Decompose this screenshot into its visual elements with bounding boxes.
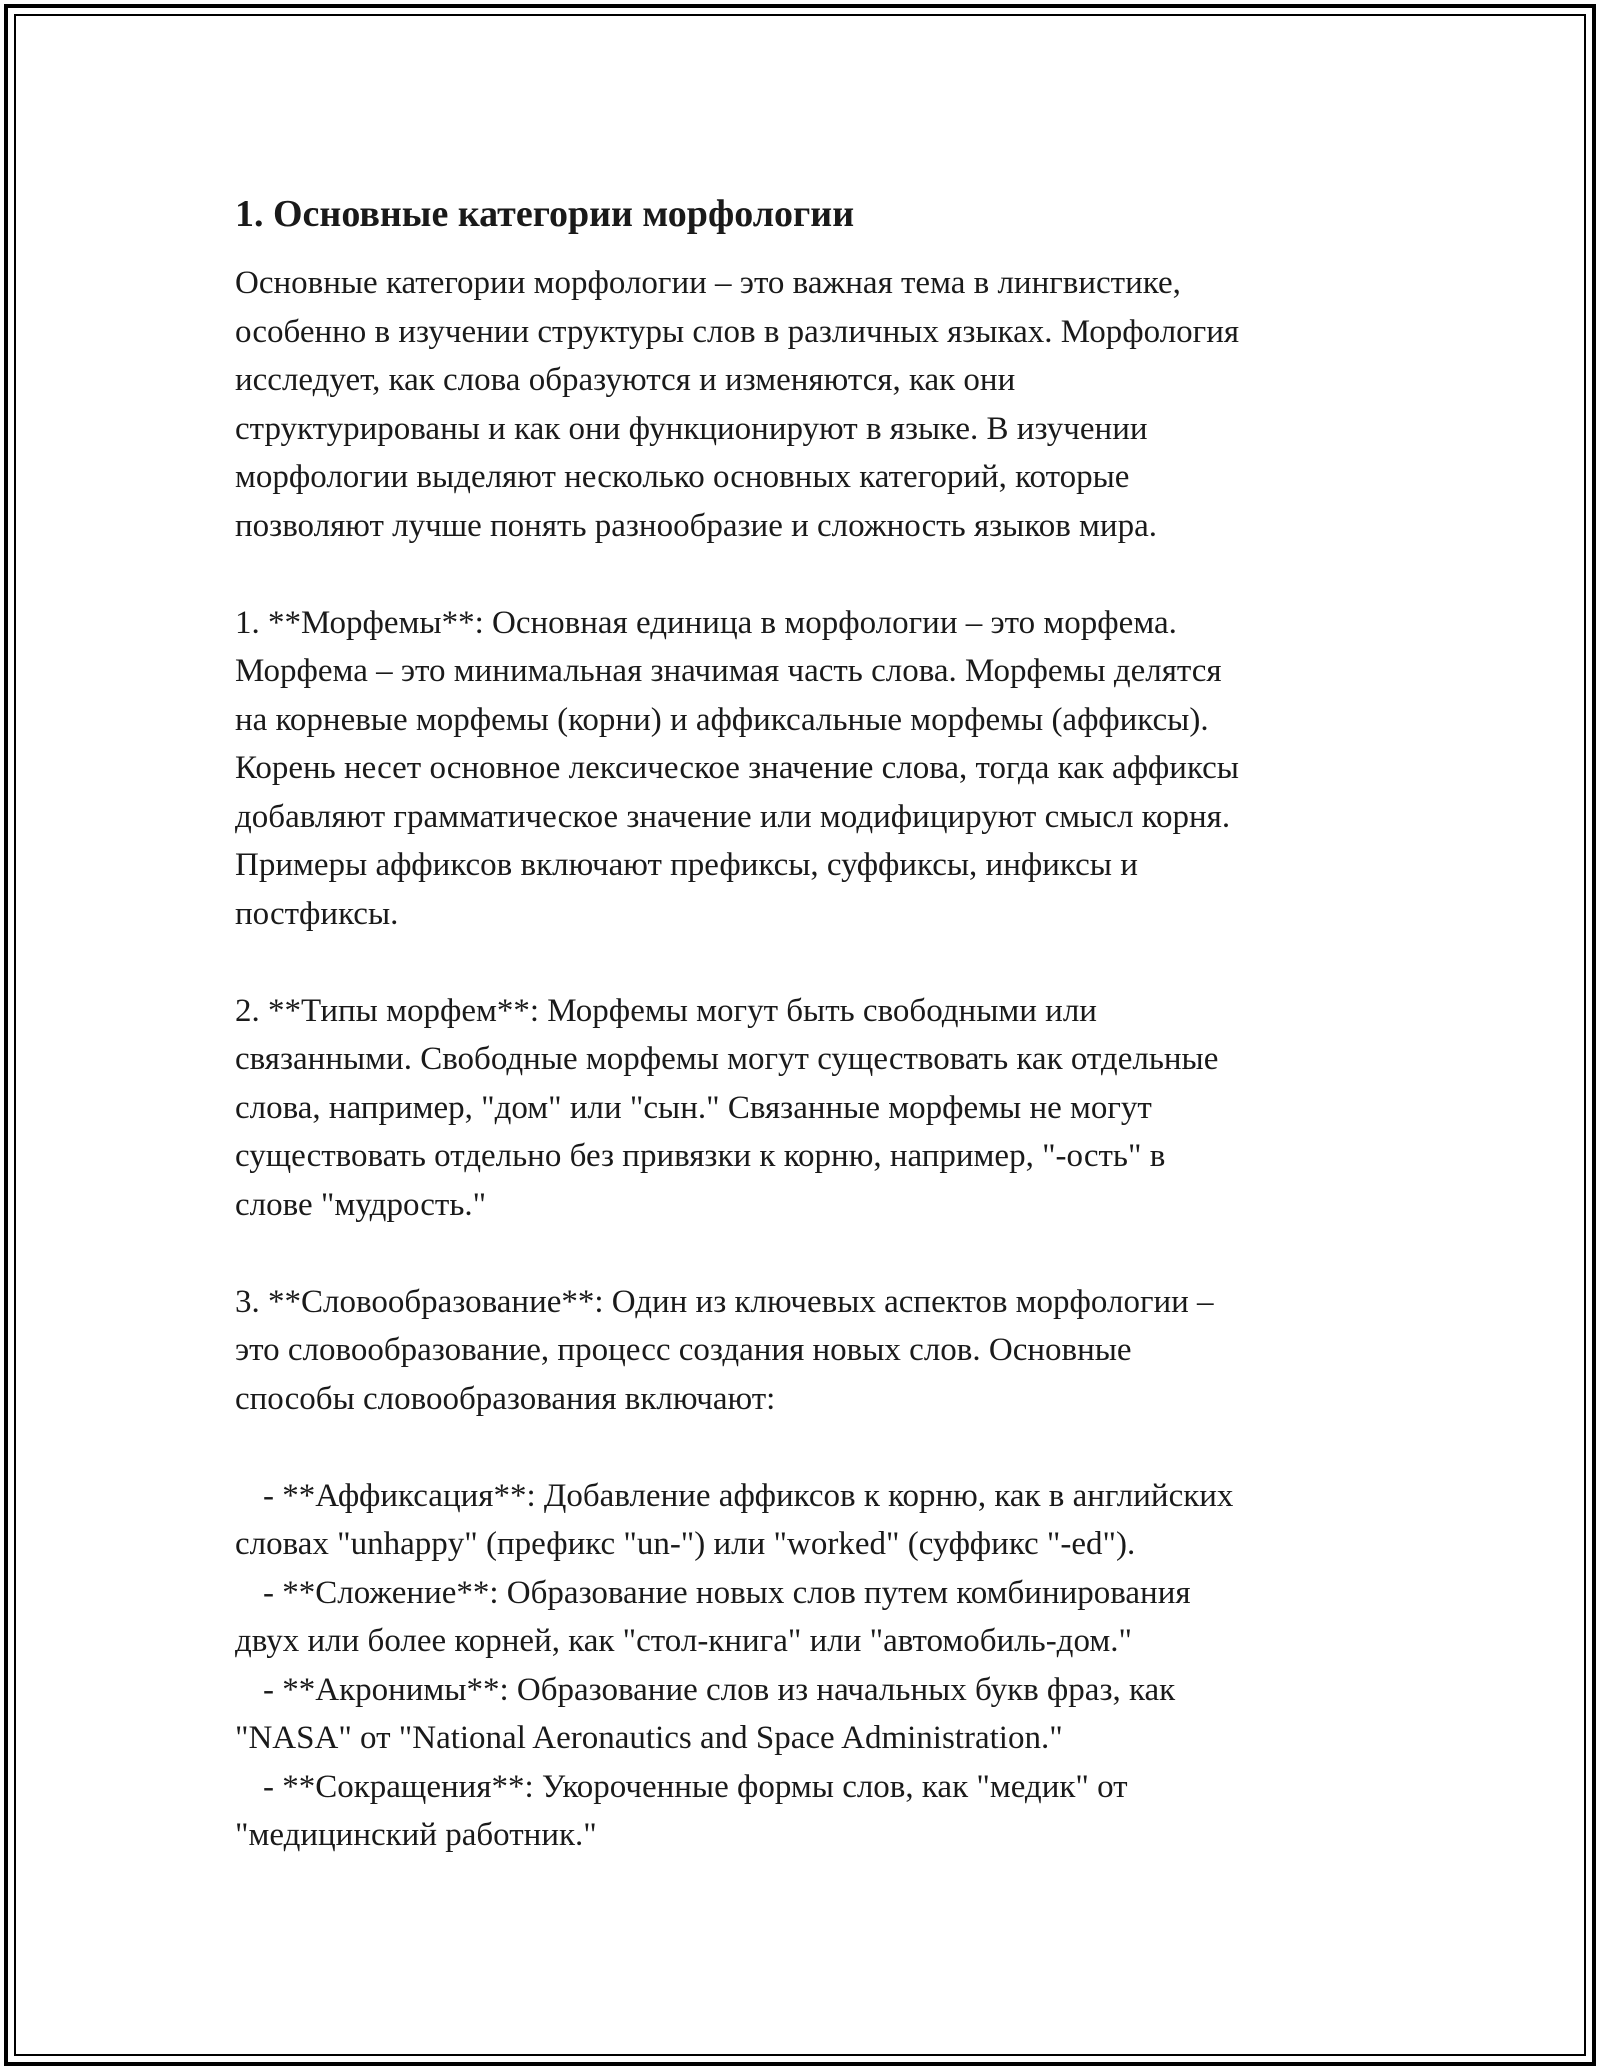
subitem-compounding: - **Сложение**: Образование новых слов путем комбинирования bbox=[263, 1574, 1191, 1611]
paragraph-gap bbox=[235, 1229, 1385, 1278]
item-line: Примеры аффиксов включают префиксы, суффиксы, инфиксы и bbox=[235, 847, 1138, 883]
document-body bbox=[235, 185, 1385, 1860]
intro-line: морфологии выделяют несколько основных категорий, которые bbox=[235, 459, 1130, 495]
subitem-acronyms: - **Акронимы**: Образование слов из начальных букв фраз, как bbox=[263, 1671, 1176, 1708]
item-line: слова, например, "дом" или "сын." Связанные морфемы не могут bbox=[235, 1089, 1152, 1126]
subitem-compounding-cont: двух или более корней, как "стол-книга" или "автомобиль-дом." bbox=[235, 1623, 1132, 1659]
item-line: 3. **Словообразование**: Один из ключевых аспектов морфологии – bbox=[235, 1283, 1214, 1320]
item-line: это словообразование, процесс создания новых слов. Основные bbox=[235, 1332, 1132, 1368]
item-line: способы словообразования включают: bbox=[235, 1380, 776, 1417]
item-line: добавляют грамматическое значение или модифицируют смысл корня. bbox=[235, 798, 1231, 835]
intro-line: Основные категории морфологии – это важная тема в лингвистике, bbox=[235, 265, 1181, 301]
item-line: Морфема – это минимальная значимая часть слова. Морфемы делятся bbox=[235, 653, 1222, 689]
item-line: постфиксы. bbox=[235, 895, 399, 932]
item-line: существовать отдельно без привязки к корню, например, "-ость" в bbox=[235, 1138, 1166, 1174]
subitem-clipping-cont: "медицинский работник." bbox=[235, 1817, 597, 1853]
item-line: на корневые морфемы (корни) и аффиксальные морфемы (аффиксы). bbox=[235, 701, 1209, 738]
subitem-affixation-cont: словах "unhappy" (префикс "un-") или "worked" (суффикс "-ed"). bbox=[235, 1526, 1136, 1562]
item-morpheme-types bbox=[235, 987, 1385, 1230]
item-word-formation bbox=[235, 1278, 1385, 1424]
paragraph-gap bbox=[235, 1423, 1385, 1472]
intro-line: особенно в изучении структуры слов в различных языках. Морфология bbox=[235, 313, 1240, 350]
subitem-affixation: - **Аффиксация**: Добавление аффиксов к корню, как в английских bbox=[263, 1477, 1234, 1514]
subitem-acronyms-cont: "NASA" от "National Aeronautics and Space Administration." bbox=[235, 1720, 1063, 1756]
intro-line: структурированы и как они функционируют в языке. В изучении bbox=[235, 410, 1148, 447]
paragraph-gap bbox=[235, 550, 1385, 599]
item-line: связанными. Свободные морфемы могут существовать как отдельные bbox=[235, 1041, 1219, 1077]
item-line: 2. **Типы морфем**: Морфемы могут быть свободными или bbox=[235, 992, 1097, 1029]
subitem-clipping: - **Сокращения**: Укороченные формы слов, как "медик" от bbox=[263, 1768, 1128, 1805]
item-line: Корень несет основное лексическое значение слова, тогда как аффиксы bbox=[235, 750, 1239, 786]
item-line: 1. **Морфемы**: Основная единица в морфологии – это морфема. bbox=[235, 604, 1177, 641]
intro-line: исследует, как слова образуются и изменяются, как они bbox=[235, 362, 1016, 398]
intro-line: позволяют лучше понять разнообразие и сложность языков мира. bbox=[235, 507, 1157, 544]
section-title: 1. Основные категории морфологии bbox=[235, 193, 855, 235]
item-morphemes bbox=[235, 599, 1385, 939]
item-line: слове "мудрость." bbox=[235, 1186, 487, 1223]
word-formation-methods bbox=[235, 1472, 1385, 1860]
paragraph-gap bbox=[235, 938, 1385, 987]
intro-paragraph bbox=[235, 259, 1385, 550]
